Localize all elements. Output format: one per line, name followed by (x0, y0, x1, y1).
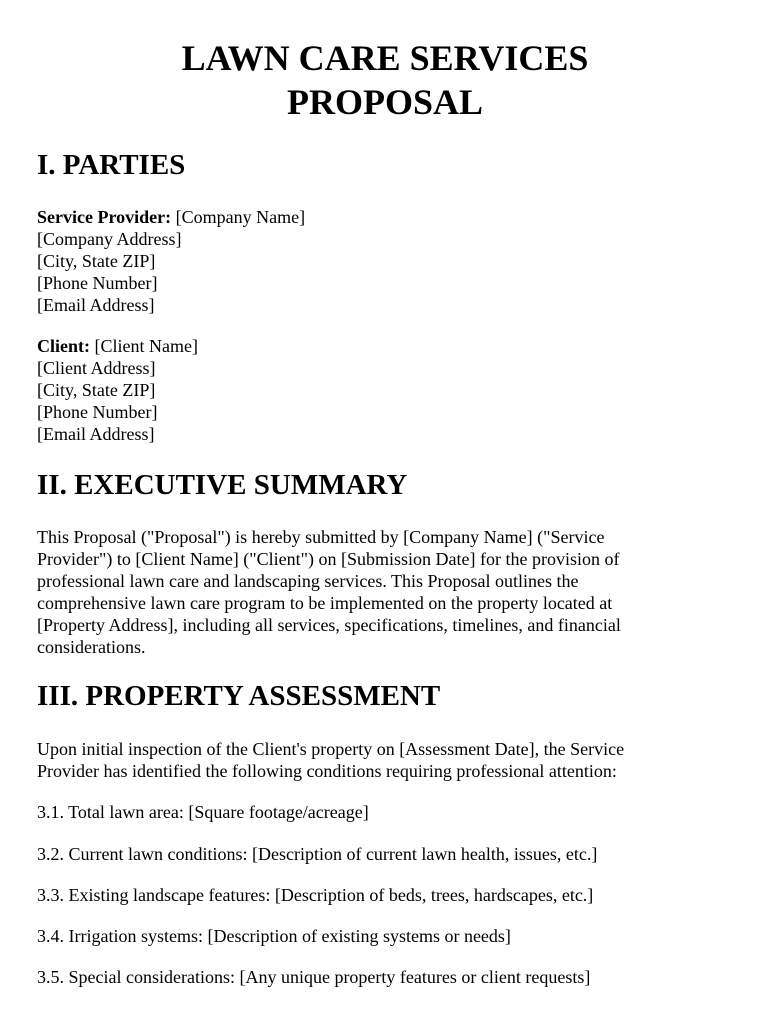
paragraph-line: professional lawn care and landscaping services. This Proposal outlines the (37, 571, 579, 591)
service-provider-label: Service Provider: (37, 207, 172, 227)
client-address: [Client Address] (37, 358, 156, 378)
client-name-line (37, 335, 737, 357)
service-provider-name-line (37, 206, 737, 228)
assessment-item-irrigation-systems: 3.4. Irrigation systems: [Description of existing systems or needs] (37, 926, 511, 946)
service-provider-phone: [Phone Number] (37, 273, 158, 293)
assessment-item-total-lawn-area: 3.1. Total lawn area: [Square footage/acreage] (37, 802, 369, 822)
document-title-line-1: LAWN CARE SERVICES (181, 38, 589, 78)
paragraph-line: Provider") to [Client Name] ("Client") on [Submission Date] for the provision of (37, 549, 620, 569)
assessment-item-existing-landscape-features: 3.3. Existing landscape features: [Description of beds, trees, hardscapes, etc.] (37, 885, 594, 905)
service-provider-name: [Company Name] (171, 207, 306, 227)
paragraph-line: Provider has identified the following conditions requiring professional attention: (37, 761, 617, 781)
service-provider-address: [Company Address] (37, 229, 182, 249)
executive-summary-paragraph (37, 526, 737, 658)
paragraph-line: considerations. (37, 637, 146, 657)
service-provider-block (37, 206, 737, 316)
client-city: [City, State ZIP] (37, 380, 156, 400)
section-heading-property-assessment: III. PROPERTY ASSESSMENT (37, 680, 441, 712)
document-title (0, 36, 770, 124)
assessment-item-current-lawn-conditions: 3.2. Current lawn conditions: [Description of current lawn health, issues, etc.] (37, 844, 598, 864)
client-block (37, 335, 737, 445)
assessment-item-special-considerations: 3.5. Special considerations: [Any unique property features or client requests] (37, 967, 591, 987)
section-heading-parties: I. PARTIES (37, 149, 186, 181)
client-name: [Client Name] (90, 336, 198, 356)
service-provider-email: [Email Address] (37, 295, 155, 315)
property-assessment-intro (37, 738, 737, 782)
service-provider-city: [City, State ZIP] (37, 251, 156, 271)
paragraph-line: comprehensive lawn care program to be implemented on the property located at (37, 593, 613, 613)
client-phone: [Phone Number] (37, 402, 158, 422)
client-email: [Email Address] (37, 424, 155, 444)
section-heading-executive-summary: II. EXECUTIVE SUMMARY (37, 469, 408, 501)
paragraph-line: This Proposal ("Proposal") is hereby submitted by [Company Name] ("Service (37, 527, 605, 547)
document-title-line-2: PROPOSAL (286, 82, 483, 122)
paragraph-line: Upon initial inspection of the Client's property on [Assessment Date], the Service (37, 739, 625, 759)
client-label: Client: (37, 336, 90, 356)
paragraph-line: [Property Address], including all services, specifications, timelines, and financial (37, 615, 621, 635)
